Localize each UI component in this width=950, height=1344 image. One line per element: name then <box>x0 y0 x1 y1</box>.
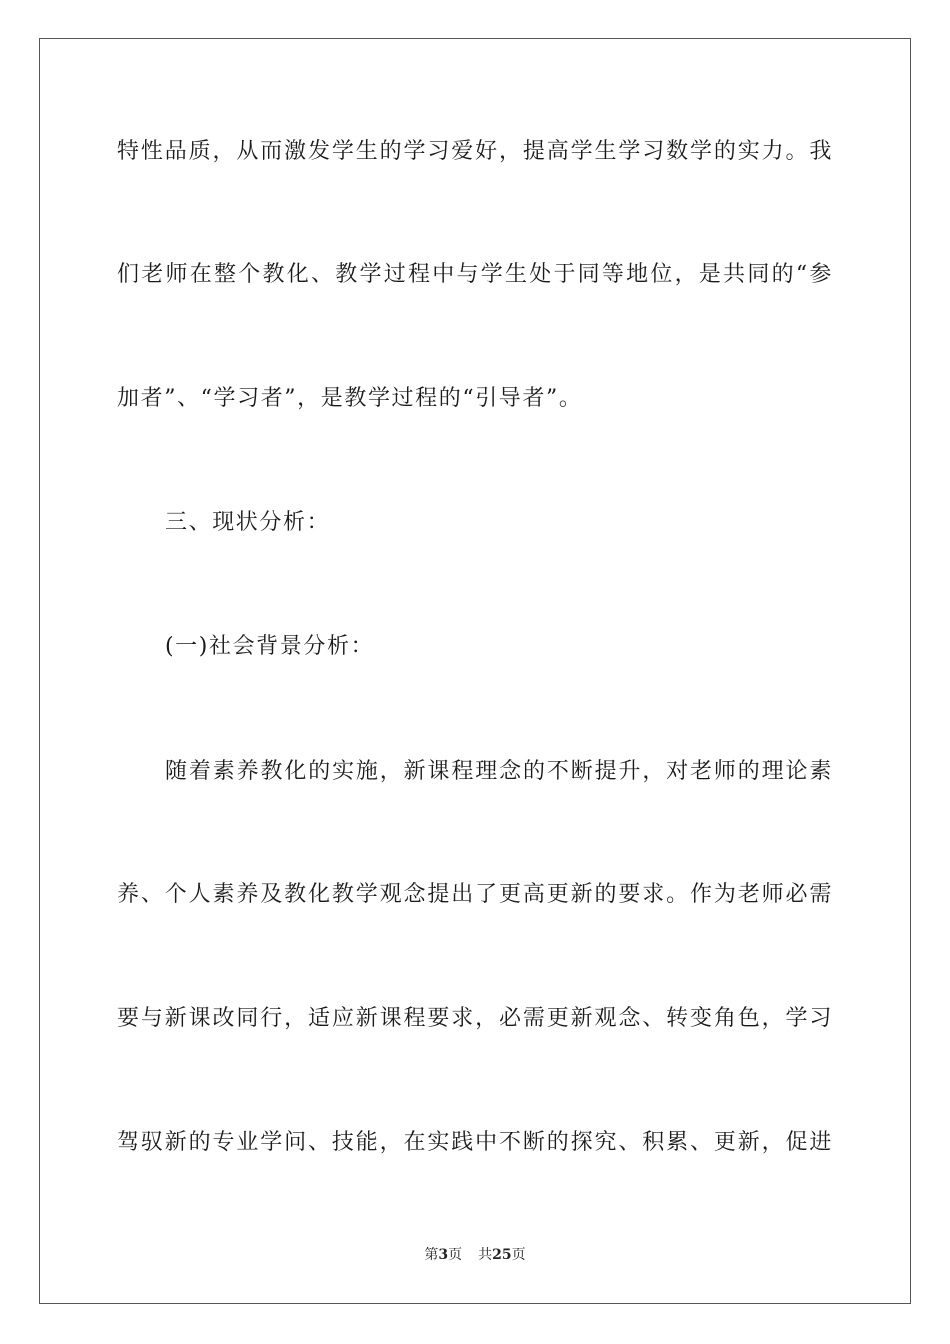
body-line-1: 特性品质，从而激发学生的学习爱好，提高学生学习数学的实力。我 <box>117 139 833 164</box>
total-prefix: 共 <box>478 1247 493 1263</box>
body-line-9: 驾驭新的专业学问、技能，在实践中不断的探究、积累、更新，促进 <box>117 1130 833 1155</box>
page-prefix: 第 <box>424 1247 439 1263</box>
page-border <box>39 38 911 1304</box>
body-line-6: 随着素养教化的实施，新课程理念的不断提升，对老师的理论素 <box>165 759 833 784</box>
subsection-heading: (一)社会背景分析： <box>165 634 375 659</box>
page-current: 3 <box>438 1247 449 1263</box>
section-heading: 三、现状分析： <box>165 510 331 535</box>
total-pages: 25 <box>492 1247 512 1263</box>
page-suffix: 页 <box>448 1247 463 1263</box>
body-line-3: 加者”、“学习者”，是教学过程的“引导者”。 <box>117 386 583 411</box>
body-line-8: 要与新课改同行，适应新课程要求，必需更新观念、转变角色，学习 <box>117 1006 833 1031</box>
page-footer <box>0 1246 950 1264</box>
total-suffix: 页 <box>511 1247 526 1263</box>
body-line-2: 们老师在整个教化、教学过程中与学生处于同等地位，是共同的“参 <box>117 262 833 287</box>
body-line-7: 养、个人素养及教化教学观念提出了更高更新的要求。作为老师必需 <box>117 882 833 907</box>
